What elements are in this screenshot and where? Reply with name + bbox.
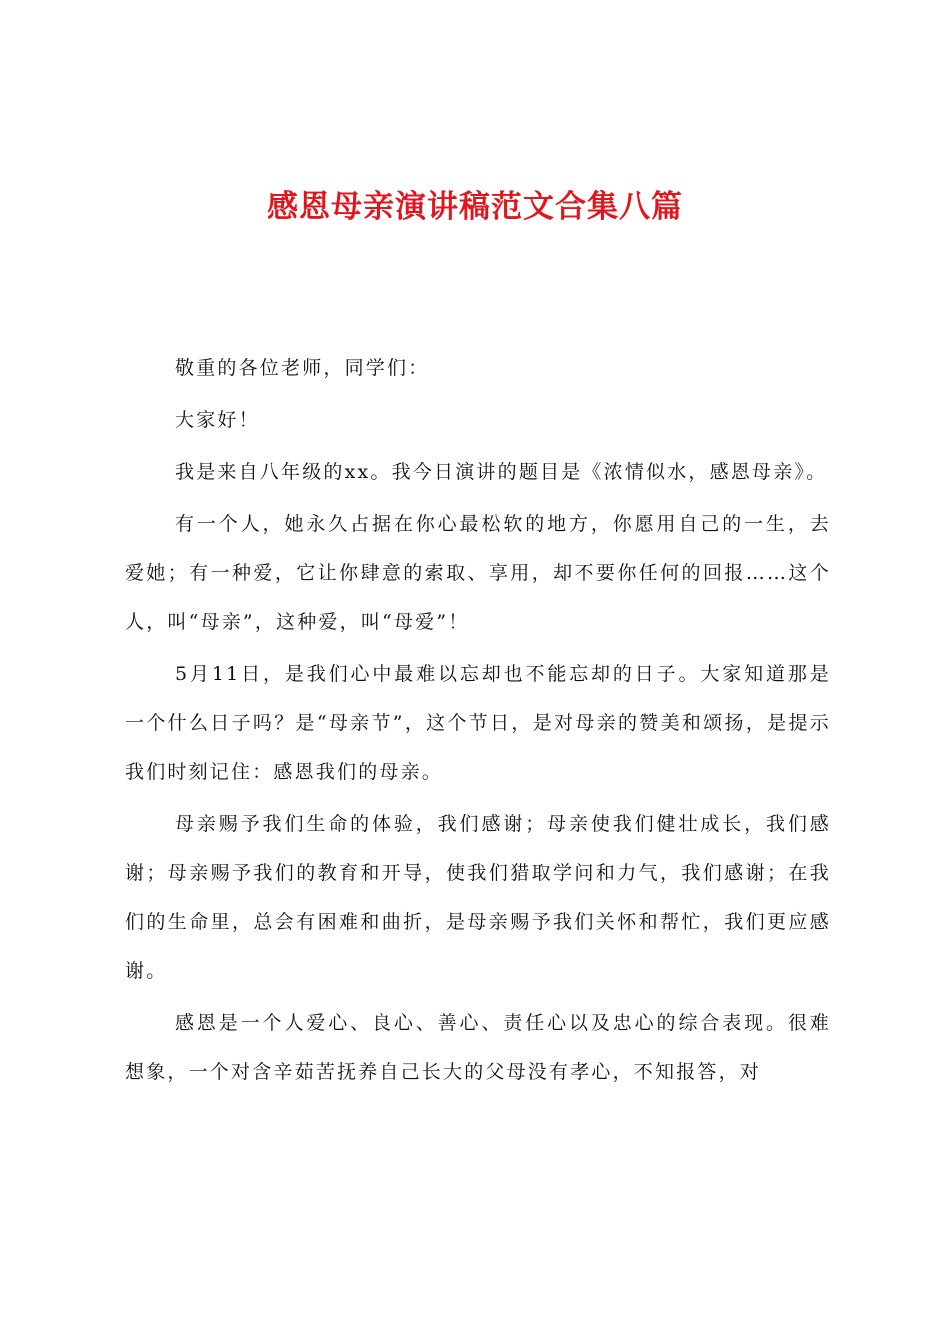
paragraph-gratitude: 母亲赐予我们生命的体验，我们感谢；母亲使我们健壮成长，我们感谢；母亲赐予我们的教育和开导，使我们猎取学问和力气，我们感谢；在我们的生命里，总会有困难和曲折，是母亲赐予我们关怀和帮忙，我们更应感谢。 [125,813,831,982]
paragraph-greeting: 大家好！ [175,409,260,431]
paragraph-salutation: 敬重的各位老师，同学们： [175,357,430,379]
paragraph-thankfulness: 感恩是一个人爱心、良心、善心、责任心以及忠心的综合表现。很难想象，一个对含辛茹苦抚养自己长大的父母没有孝心，不知报答，对 [125,1012,831,1083]
paragraph-intro: 我是来自八年级的xx。我今日演讲的题目是《浓情似水，感恩母亲》。 [175,461,828,483]
paragraph-mother-love: 有一个人，她永久占据在你心最松软的地方，你愿用自己的一生，去爱她；有一种爱，它让你肆意的索取、享用，却不要你任何的回报……这个人，叫“母亲”，这种爱，叫“母爱”！ [125,513,831,633]
paragraph-mothers-day: 5月11日，是我们心中最难以忘却也不能忘却的日子。大家知道那是一个什么日子吗？是“母亲节”，这个节日，是对母亲的赞美和颂扬，是提示我们时刻记住：感恩我们的母亲。 [125,663,831,783]
document-body [125,344,831,1100]
document-title: 感恩母亲演讲稿范文合集八篇 [267,189,683,225]
